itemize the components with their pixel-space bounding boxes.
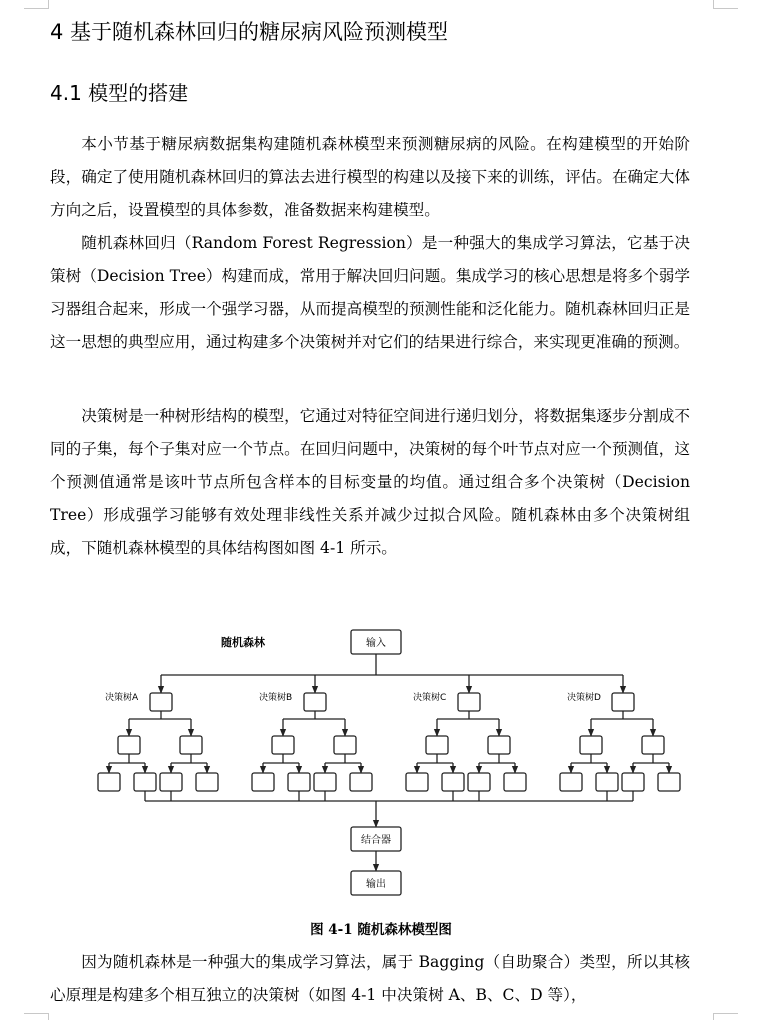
tree-label: 决策树D	[567, 693, 601, 703]
tree-root-node	[150, 693, 172, 711]
tree-leaf-node	[560, 773, 582, 791]
tree-root-node	[304, 693, 326, 711]
tree-internal-node	[118, 736, 140, 754]
random-forest-diagram-svg	[96, 618, 696, 908]
paragraph-text: 因为随机森林是一种强大的集成学习算法，属于 Bagging（自助聚合）类型，所以其核心原理是构建多个相互独立的决策树（如图 4-1 中决策树 A、B、C、D 等），	[50, 953, 690, 1004]
tree-leaf-node	[160, 773, 182, 791]
paragraph-1	[50, 128, 690, 227]
tree-internal-node	[426, 736, 448, 754]
tree-internal-node	[580, 736, 602, 754]
tree-root-node	[458, 693, 480, 711]
tree-internal-node	[180, 736, 202, 754]
paragraph-2	[50, 227, 690, 359]
tree-internal-node	[334, 736, 356, 754]
tree-leaf-node	[596, 773, 618, 791]
tree-leaf-node	[134, 773, 156, 791]
tree-leaf-node	[252, 773, 274, 791]
paragraph-text: 本小节基于糖尿病数据集构建随机森林模型来预测糖尿病的风险。在构建模型的开始阶段，确定了使用随机森林回归的算法去进行模型的构建以及接下来的训练，评估。在确定大体方向之后，设置模型的具体参数，准备数据来构建模型。	[50, 135, 690, 219]
crop-mark-bottom-left	[24, 1013, 49, 1020]
tree-leaf-node	[442, 773, 464, 791]
section-heading: 4.1 模型的搭建	[50, 81, 189, 105]
tree-internal-node	[272, 736, 294, 754]
tree-leaf-node	[622, 773, 644, 791]
forest-label: 随机森林	[221, 636, 265, 649]
paragraph-3	[50, 400, 690, 565]
tree-leaf-node	[504, 773, 526, 791]
tree-leaf-node	[350, 773, 372, 791]
tree-internal-node	[488, 736, 510, 754]
tree-root-node	[612, 693, 634, 711]
input-box-label: 输入	[366, 638, 386, 649]
tree-leaf-node	[658, 773, 680, 791]
crop-mark-top-left	[24, 0, 49, 9]
tree-leaf-node	[196, 773, 218, 791]
paragraph-4	[50, 946, 690, 1012]
tree-leaf-node	[406, 773, 428, 791]
output-box-label: 输出	[366, 879, 386, 890]
combiner-box-label: 结合器	[361, 835, 391, 846]
tree-label: 决策树C	[413, 693, 447, 703]
chapter-heading: 4 基于随机森林回归的糖尿病风险预测模型	[50, 20, 449, 44]
tree-leaf-node	[98, 773, 120, 791]
tree-leaf-node	[468, 773, 490, 791]
tree-leaf-node	[314, 773, 336, 791]
tree-internal-node	[642, 736, 664, 754]
crop-mark-top-right	[713, 0, 738, 9]
paragraph-text: 随机森林回归（Random Forest Regression）是一种强大的集成学习算法，它基于决策树（Decision Tree）构建而成，常用于解决回归问题。集成学习的核心思想是将多个弱学习器组合起来，形成一个强学习器，从而提高模型的预测性能和泛化能力。随机森林回归正是这一思想的典型应用，通过构建多个决策树并对它们的结果进行综合，来实现更准确的预测。	[50, 234, 690, 351]
crop-mark-bottom-right	[713, 1013, 738, 1020]
paragraph-text: 决策树是一种树形结构的模型，它通过对特征空间进行递归划分，将数据集逐步分割成不同的子集，每个子集对应一个节点。在回归问题中，决策树的每个叶节点对应一个预测值，这个预测值通常是该叶节点所包含样本的目标变量的均值。通过组合多个决策树（Decision Tree）形成强学习能够有效处理非线性关系并减少过拟合风险。随机森林由多个决策树组成，下随机森林模型的具体结构图如图 4-1 所示。	[50, 407, 690, 557]
figure-caption: 图 4-1 随机森林模型图	[310, 922, 452, 938]
random-forest-diagram	[96, 618, 696, 908]
tree-label: 决策树B	[259, 693, 293, 703]
tree-leaf-node	[288, 773, 310, 791]
tree-label: 决策树A	[105, 693, 139, 703]
